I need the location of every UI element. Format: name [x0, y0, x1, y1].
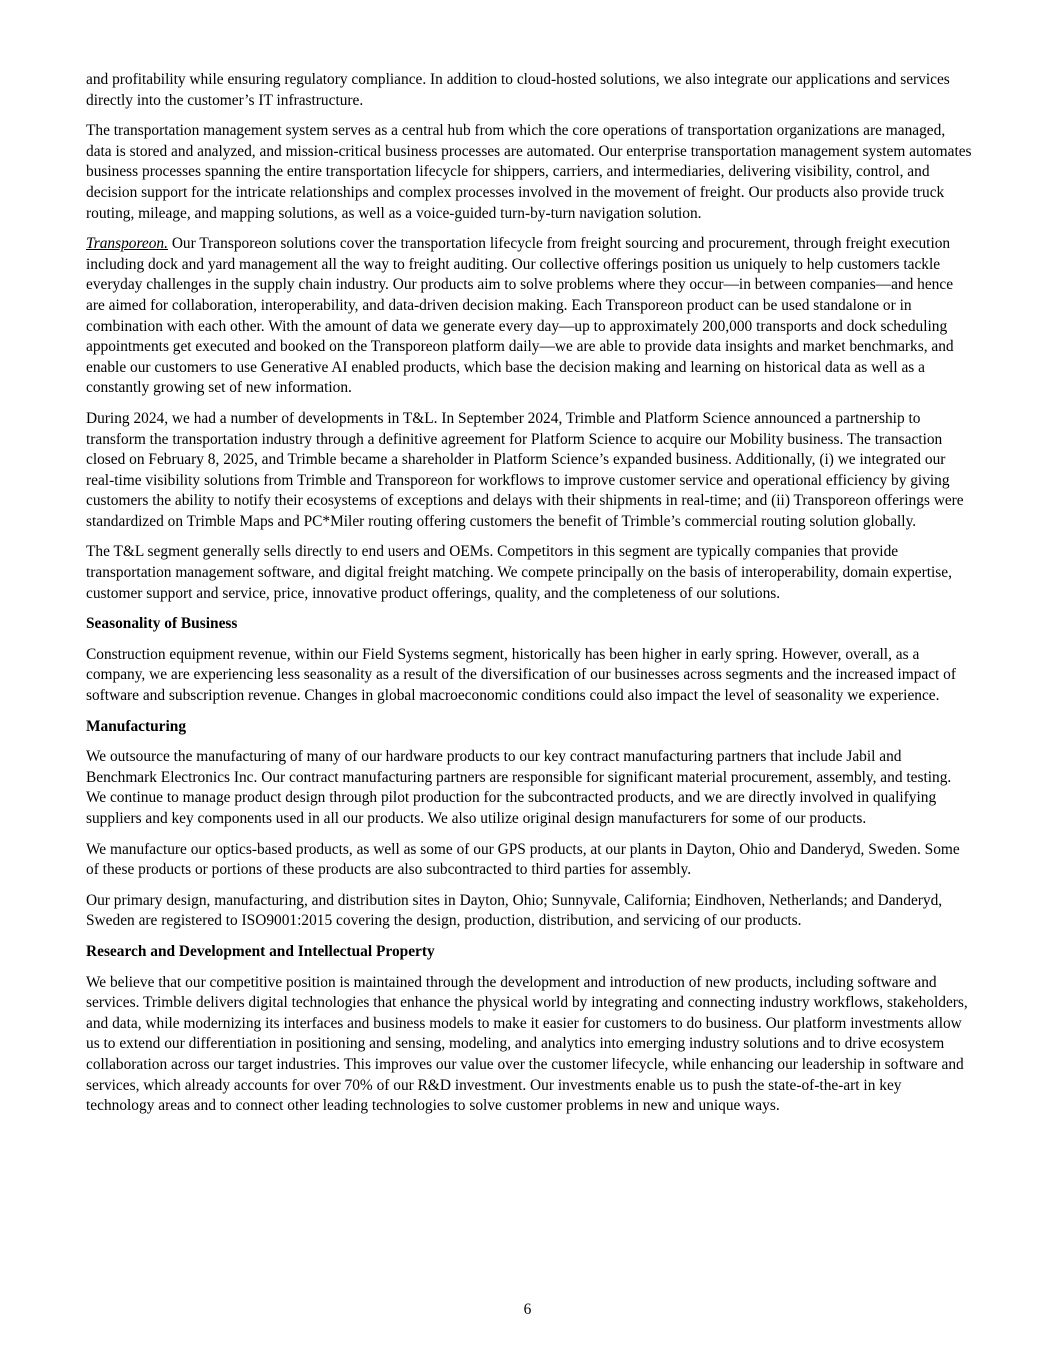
heading-manufacturing: Manufacturing [86, 717, 187, 735]
transporeon-lead: Transporeon. [86, 235, 168, 253]
transporeon-text: Our Transporeon solutions cover the transportation lifecycle from freight sourcing and procurement, through freight execution including dock and yard management all the way to freight auditing. Our collective offerings position us uniquely to help customers tackle everyday challenges in the supply chain industry. Our products aim to solve problems where they occur—in between companies—and hence are aimed for collaboration, interoperability, and data-driven decision making. Each Transporeon product can be used standalone or in combination with each other. With the amount of data we generate every day—up to approximately 200,000 transports and dock scheduling appointments get executed and booked on the Transporeon platform daily—we are able to provide data insights and market benchmarks, and enable our customers to use Generative AI enabled products, which base the decision making and learning on historical data as well as a constantly growing set of new information. [86, 235, 954, 397]
paragraph-tms: The transportation management system serves as a central hub from which the core operations of transportation organizations are managed, data is stored and analyzed, and mission-critical business processes are automated. Our enterprise transportation management system automates business processes spanning the entire transportation lifecycle for shippers, carriers, and intermediaries, delivering visibility, control, and decision support for the intricate relationships and complex processes involved in the movement of freight. Our products also provide truck routing, mileage, and mapping solutions, as well as a voice-guided turn-by-turn navigation solution. [86, 122, 972, 222]
paragraph-iso: Our primary design, manufacturing, and distribution sites in Dayton, Ohio; Sunnyvale, California; Eindhoven, Netherlands; and Danderyd, Sweden are registered to ISO9001:2015 covering the design, production, distribution, and servicing of our products. [86, 891, 943, 930]
heading-seasonality: Seasonality of Business [86, 615, 238, 633]
paragraph-transporeon [86, 234, 972, 399]
page-number: 6 [523, 1301, 532, 1318]
page-body [86, 70, 972, 1127]
paragraph-cloud-solutions: and profitability while ensuring regulatory compliance. In addition to cloud-hosted solutions, we also integrate our applications and services directly into the customer’s IT infrastructure. [86, 71, 950, 109]
paragraph-2024-developments: During 2024, we had a number of developments in T&L. In September 2024, Trimble and Platform Science announced a partnership to transform the transportation industry through a definitive agreement for Platform Science to acquire our Mobility business. The transaction closed on February 8, 2025, and Trimble became a shareholder in Platform Science’s expanded business. Additionally, (i) we integrated our real-time visibility solutions from Trimble and Transporeon for workflows to improve customer service and operational efficiency by giving customers the ability to notify their ecosystems of exceptions and delays with their shipments in real-time; and (ii) Transporeon offerings were standardized on Trimble Maps and PC*Miler routing offering customers the benefit of Trimble’s commercial routing solution globally. [86, 409, 964, 530]
heading-rnd: Research and Development and Intellectual Property [86, 942, 435, 960]
paragraph-outsourcing: We outsource the manufacturing of many of our hardware products to our key contract manufacturing partners that include Jabil and Benchmark Electronics Inc. Our contract manufacturing partners are responsible for significant material procurement, assembly, and testing. We continue to manage product design through pilot production for the subcontracted products, and we are directly involved in qualifying suppliers and key components used in all our products. We also utilize original design manufacturers for some of our products. [86, 748, 952, 827]
paragraph-rnd: We believe that our competitive position is maintained through the development and introduction of new products, including software and services. Trimble delivers digital technologies that enhance the physical world by integrating and connecting industry workflows, stakeholders, and data, while modernizing its interfaces and business models to make it easier for customers to do business. Our platform investments allow us to extend our differentiation in positioning and sensing, modeling, and analytics into emerging industry solutions and to drive ecosystem collaboration across our target industries. This improves our value over the customer lifecycle, while enhancing our leadership in software and services, which already accounts for over 70% of our R&D investment. Our investments enable us to push the state-of-the-art in key technology areas and to connect other leading technologies to solve customer problems in new and unique ways. [86, 973, 968, 1115]
paragraph-tl-competition: The T&L segment generally sells directly to end users and OEMs. Competitors in this segment are typically companies that provide transportation management software, and digital freight matching. We compete principally on the basis of interoperability, domain expertise, customer support and service, price, innovative product offerings, quality, and the completeness of our solutions. [86, 543, 952, 602]
paragraph-seasonality: Construction equipment revenue, within our Field Systems segment, historically has been higher in early spring. However, overall, as a company, we are experiencing less seasonality as a result of the diversification of our businesses across segments and the increased impact of software and subscription revenue. Changes in global macroeconomic conditions could also impact the level of seasonality we experience. [86, 645, 956, 705]
paragraph-plants: We manufacture our optics-based products, as well as some of our GPS products, at our plants in Dayton, Ohio and Danderyd, Sweden. Some of these products or portions of these products are also subcontracted to third parties for assembly. [86, 840, 960, 879]
